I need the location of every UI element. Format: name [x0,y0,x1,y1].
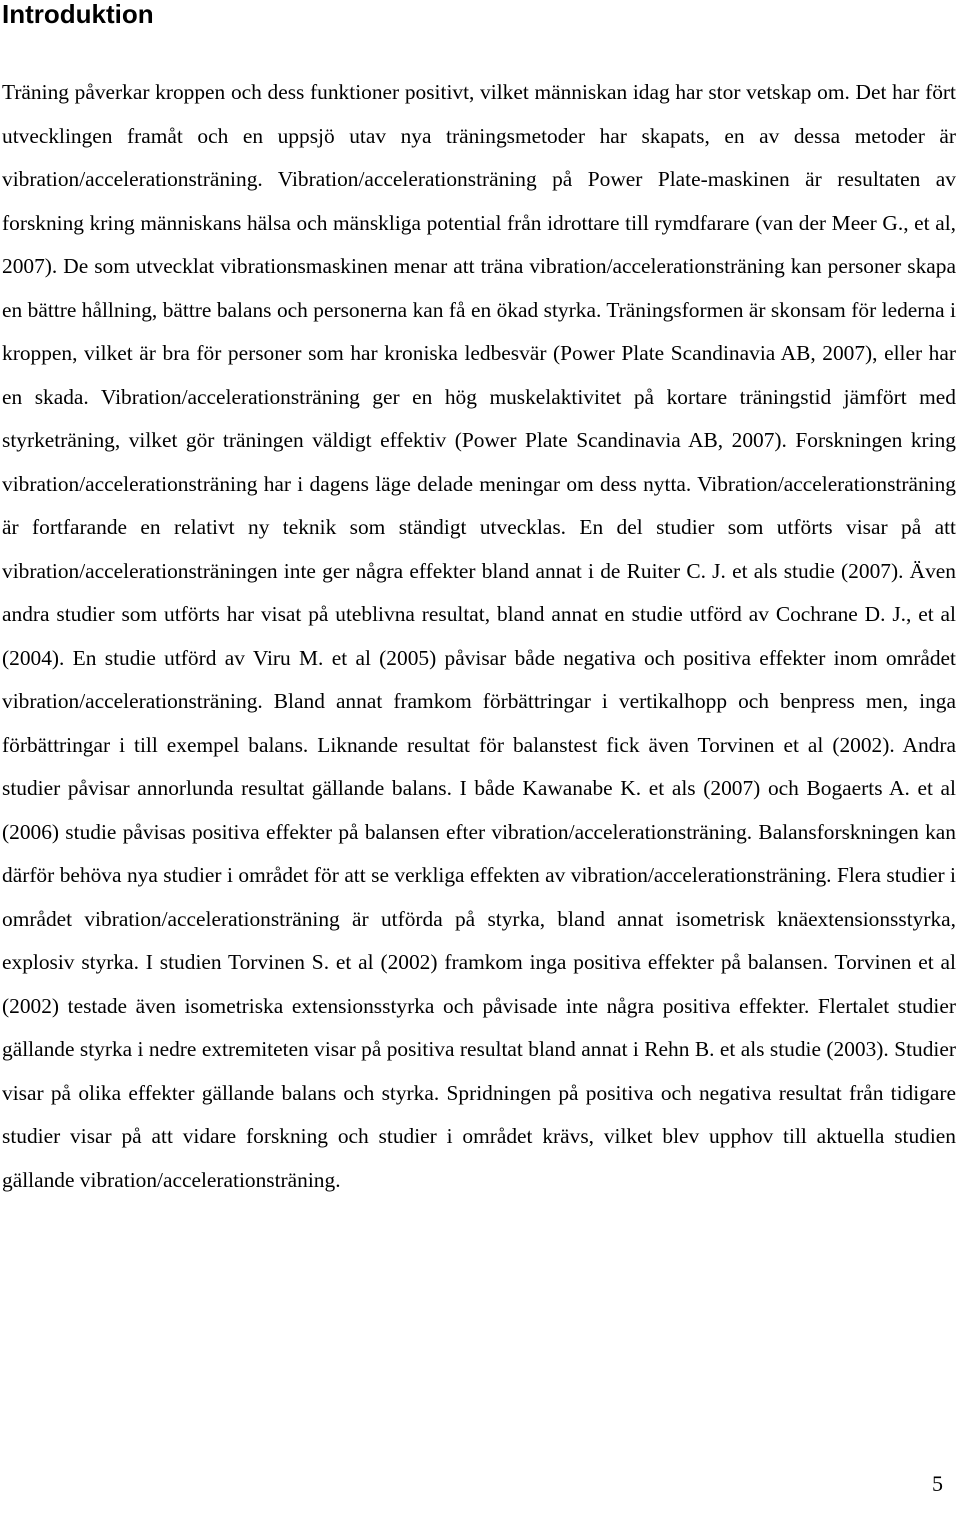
section-heading: Introduktion [2,0,154,29]
body-paragraph: Träning påverkar kroppen och dess funktioner positivt, vilket människan idag har stor vetskap om. Det har fört utvecklingen framåt och en uppsjö utav nya träningsmetoder har skapats, en av dessa metoder är vibration/accelerationsträning. Vibration/accelerationsträning på Power Plate-maskinen är resultaten av forskning kring människans hälsa och mänskliga potential från idrottare till rymdfarare (van der Meer G., et al, 2007). De som utvecklat vibrationsmaskinen menar att träna vibration/accelerationsträning kan personer skapa en bättre hållning, bättre balans och personerna kan få en ökad styrka. Träningsformen är skonsam för lederna i kroppen, vilket är bra för personer som har kroniska ledbesvär (Power Plate Scandinavia AB, 2007), eller har en skada. Vibration/accelerationsträning ger en hög muskelaktivitet på kortare träningstid jämfört med styrketräning, vilket gör träningen väldigt effektiv (Power Plate Scandinavia AB, 2007). Forskningen kring vibration/accelerationsträning har i dagens läge delade meningar om dess nytta. Vibration/accelerationsträning är fortfarande en relativt ny teknik som ständigt utvecklas. En del studier som utförts visar på att vibration/accelerationsträningen inte ger några effekter bland annat i de Ruiter C. J. et als studie (2007). Även andra studier som utförts har visat på uteblivna resultat, bland annat en studie utförd av Cochrane D. J., et al (2004). En studie utförd av Viru M. et al (2005) påvisar både negativa och positiva effekter inom området vibration/accelerationsträning. Bland annat framkom förbättringar i vertikalhopp och benpress men, inga förbättringar i till exempel balans. Liknande resultat för balanstest fick även Torvinen et al (2002). Andra studier påvisar annorlunda resultat gällande balans. I både Kawanabe K. et als (2007) och Bogaerts A. et al (2006) studie påvisas positiva effekter på balansen efter vibration/accelerationsträning. Balansforskningen kan därför behöva nya studier i området för att se verkliga effekten av vibration/accelerationsträning. Flera studier i området vibration/accelerationsträning är utförda på styrka, bland annat isometrisk knäextensionsstyrka, explosiv styrka. I studien Torvinen S. et al (2002) framkom inga positiva effekter på balansen. Torvinen et al (2002) testade även isometriska extensionsstyrka och påvisade inte några positiva effekter. Flertalet studier gällande styrka i nedre extremiteten visar på positiva resultat bland annat i Rehn B. et als studie (2003). Studier visar på olika effekter gällande balans och styrka. Spridningen på positiva och negativa resultat från tidigare studier visar på att vidare forskning och studier i området krävs, vilket blev upphov till aktuella studien gällande vibration/accelerationsträning. [2,80,956,1192]
page-number: 5 [932,1471,943,1496]
